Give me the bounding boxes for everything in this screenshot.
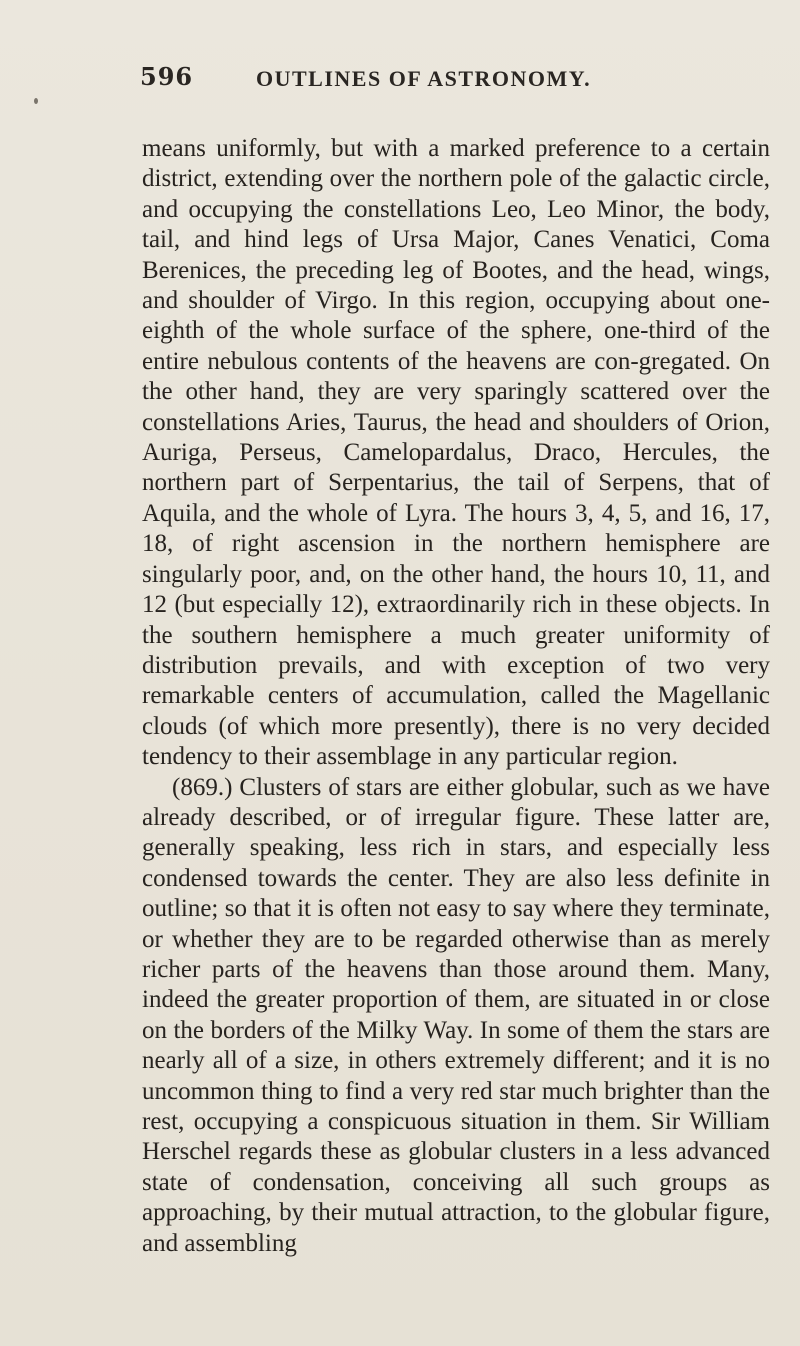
paragraph-continuation: means uniformly, but with a marked preference to a certain district, extending over the northern pole of the galactic circle, and occupying the constellations Leo, Leo Minor, the body, tail, and hind legs of Ursa Major, Canes Venatici, Coma Berenices, the preceding leg of Bootes, and the head, wings, and shoulder of Virgo. In this region, occupying about one-eighth of the whole surface of the sphere, one-third of the entire nebulous contents of the heavens are con-gregated. On the other hand, they are very sparingly scattered over the constellations Aries, Taurus, the head and shoulders of Orion, Auriga, Perseus, Camelopardalus, Draco, Hercules, the northern part of Serpentarius, the tail of Serpens, that of Aquila, and the whole of Lyra. The hours 3, 4, 5, and 16, 17, 18, of right ascension in the northern hemisphere are singularly poor, and, on the other hand, the hours 10, 11, and 12 (but especially 12), extraordinarily rich in these objects. In the southern hemisphere a much greater uniformity of distribution prevails, and with exception of two very remarkable centers of accumulation, called the Magellanic clouds (of which more presently), there is no very decided tendency to their assemblage in any particular region. [142, 135, 770, 771]
page-number: 596 [140, 62, 194, 91]
page-header [130, 62, 740, 102]
paragraph-869: (869.) Clusters of stars are either globular, such as we have already described, or of irregular figure. These latter are, generally speaking, less rich in stars, and especially less condensed towards the center. They are also less definite in outline; so that it is often not easy to say where they terminate, or whether they are to be regarded otherwise than as merely richer parts of the heavens than those around them. Many, indeed the greater proportion of them, are situated in or close on the borders of the Milky Way. In some of them the stars are nearly all of a size, in others extremely different; and it is no uncommon thing to find a very red star much brighter than the rest, occupying a conspicuous situation in them. Sir William Herschel regards these as globular clusters in a less advanced state of condensation, conceiving all such groups as approaching, by their mutual attraction, to the globular figure, and assembling [142, 773, 770, 1257]
body-text [142, 134, 770, 1259]
running-title: OUTLINES OF ASTRONOMY. [256, 66, 592, 91]
paper-speck [34, 98, 38, 104]
